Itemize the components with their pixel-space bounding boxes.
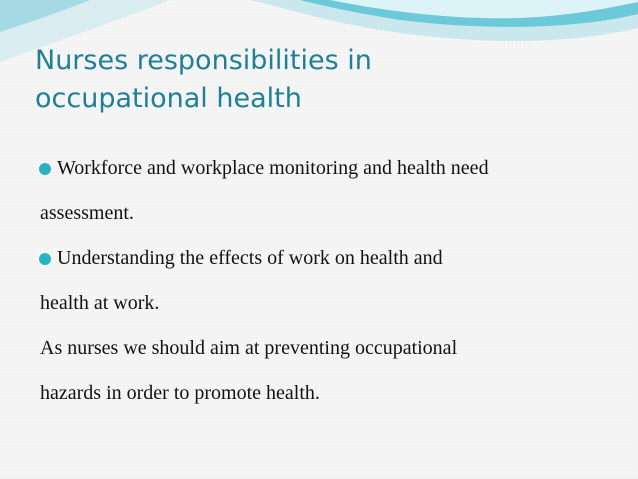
slide-title-line-1: Nurses responsibilities in xyxy=(35,45,372,76)
slide-body xyxy=(40,146,620,416)
bullet-dot-icon xyxy=(39,253,51,265)
slide-title xyxy=(35,42,595,118)
slide-title-line-2: occupational health xyxy=(35,83,302,114)
bullet-1-line-1: Workforce and workplace monitoring and health need xyxy=(57,157,489,179)
bullet-item-2 xyxy=(40,236,620,281)
bullet-2-continuation xyxy=(40,281,620,326)
paragraph-text-1: As nurses we should aim at preventing occupational xyxy=(40,337,458,359)
bullet-item-1 xyxy=(40,146,620,191)
bullet-dot-icon xyxy=(39,163,51,175)
bullet-1-continuation xyxy=(40,191,620,236)
bullet-2-line-2: health at work. xyxy=(40,292,160,314)
paragraph-line-1 xyxy=(40,326,620,371)
bullet-1-line-2: assessment. xyxy=(40,202,134,224)
bullet-2-line-1: Understanding the effects of work on health and xyxy=(57,247,443,269)
paragraph-text-2: hazards in order to promote health. xyxy=(40,382,320,404)
paragraph-line-2 xyxy=(40,371,620,416)
